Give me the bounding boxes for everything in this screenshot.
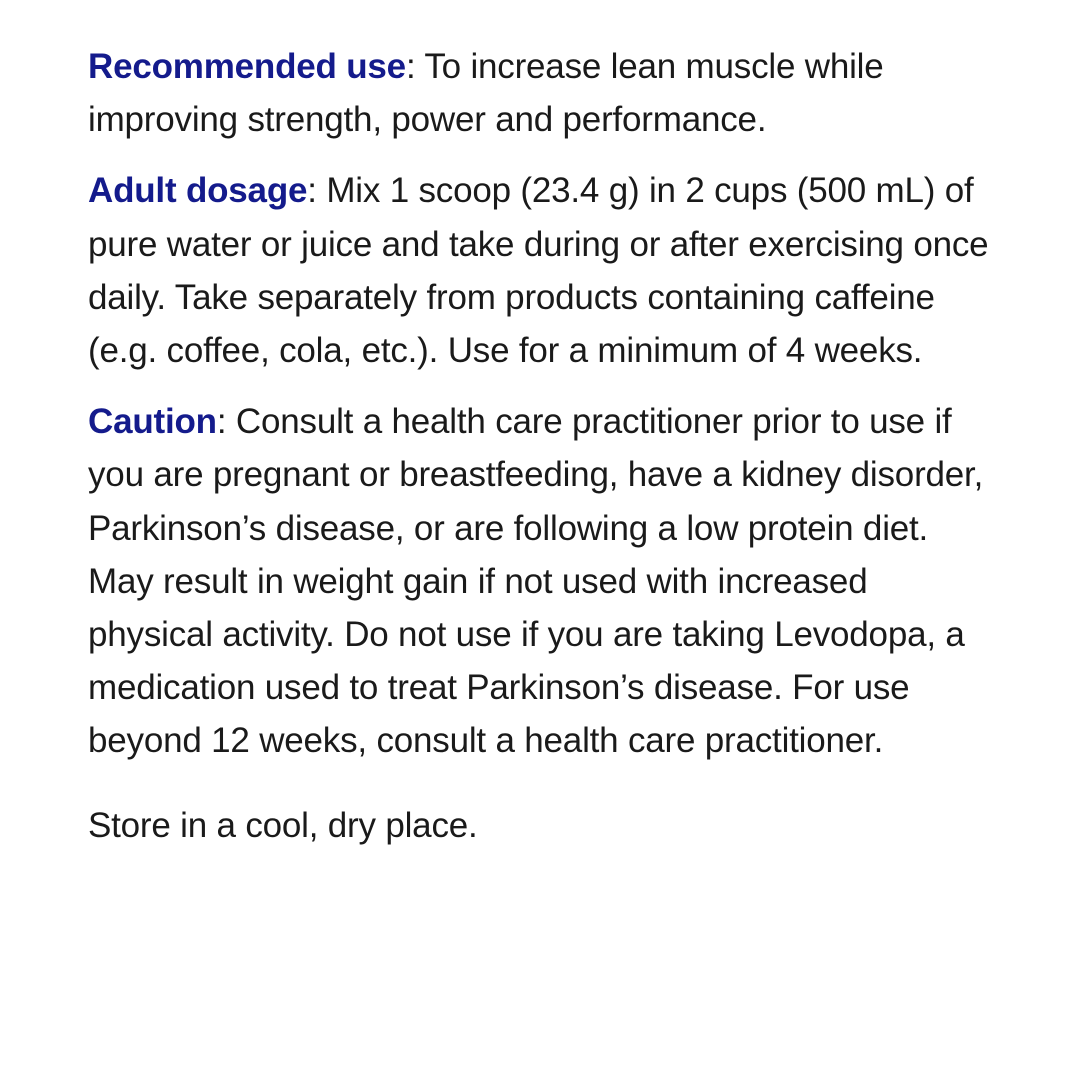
- storage-note: Store in a cool, dry place.: [88, 806, 478, 846]
- adult-dosage-body: Mix 1 scoop (23.4 g) in 2 cups (500 mL) of pure water or juice and take during or after exercising once daily. Take separately from products containing caffeine (e.g. coffee, cola, etc.). Use for a minimum of 4 weeks.: [88, 171, 989, 370]
- adult-dosage-paragraph: [88, 164, 992, 377]
- recommended-use-separator: :: [405, 47, 425, 86]
- caution-heading: Caution: [88, 402, 217, 442]
- caution-separator: :: [216, 402, 236, 442]
- adult-dosage-heading: Adult dosage: [88, 171, 308, 211]
- caution-paragraph: [88, 395, 992, 767]
- recommended-use-body: To increase lean muscle while improving strength, power and performance.: [88, 47, 884, 140]
- caution-body: Consult a health care practitioner prior to use if you are pregnant or breastfeeding, have a kidney disorder, Parkinson’s disease, or are following a low protein diet. May result in weight gain if not used with increased physical activity. Do not use if you are taking Levodopa, a medication used to treat Parkinson’s disease. For use beyond 12 weeks, consult a health care practitioner.: [88, 402, 984, 761]
- adult-dosage-separator: :: [307, 171, 327, 211]
- recommended-use-heading: Recommended use: [88, 47, 406, 86]
- recommended-use-paragraph: [88, 40, 992, 146]
